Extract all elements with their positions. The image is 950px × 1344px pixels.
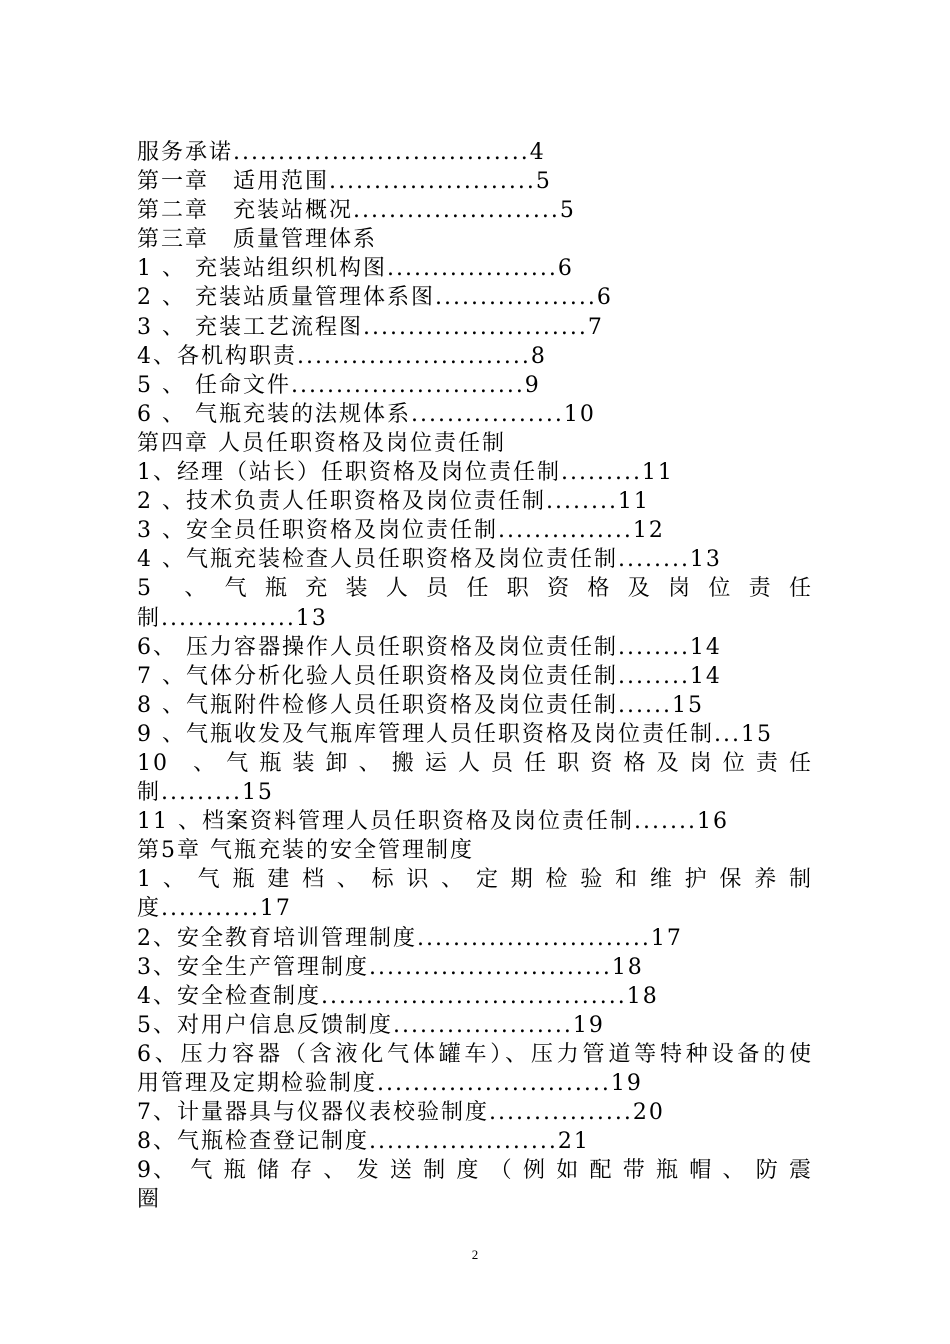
toc-entry: 2、安全教育培训管理制度..........................17: [137, 925, 683, 951]
toc-entry: 度...........17: [137, 896, 292, 922]
toc-entry: 第5章 气瓶充装的安全管理制度: [137, 838, 474, 864]
toc-entry: 6、 压力容器操作人员任职资格及岗位责任制........14: [137, 634, 722, 660]
toc-entry: 1 、 气 瓶 建 档 、 标 识 、 定 期 检 验 和 维 护 保 养 制: [137, 867, 813, 893]
toc-entry: 4、安全检查制度..................................18: [137, 983, 659, 1009]
toc-entry: 第二章 充装站概况.......................5: [137, 198, 576, 224]
toc-entry: 8 、气瓶附件检修人员任职资格及岗位责任制......15: [137, 692, 704, 718]
toc-entry: 2 、技术负责人任职资格及岗位责任制........11: [137, 489, 650, 515]
toc-entry: 3 、安全员任职资格及岗位责任制...............12: [137, 518, 665, 544]
toc-entry: 服务承诺.................................4: [137, 140, 546, 165]
toc-entry: 3 、 充装工艺流程图.........................7: [137, 314, 604, 340]
toc-entry: 制...............13: [137, 605, 328, 631]
toc-entry: 第三章 质量管理体系: [137, 227, 378, 253]
toc-entry: 5 、 气 瓶 充 装 人 员 任 职 资 格 及 岗 位 责 任: [137, 576, 813, 602]
toc-entry: 9、 气 瓶 储 存 、 发 送 制 度 （ 例 如 配 带 瓶 帽 、 防 震 圈: [137, 1158, 813, 1213]
toc-entry: 10 、 气 瓶 装 卸 、 搬 运 人 员 任 职 资 格 及 岗 位 责 任: [137, 750, 813, 776]
toc-entry: 7、计量器具与仪器仪表校验制度................20: [137, 1100, 665, 1126]
toc-entry: 5 、 任命文件..........................9: [137, 372, 541, 398]
page-number: 2: [471, 1247, 479, 1262]
toc-entry: 2 、 充装站质量管理体系图..................6: [137, 285, 613, 311]
toc-entry: 1、经理（站长）任职资格及岗位责任制.........11: [137, 460, 674, 486]
toc-entry: 3、安全生产管理制度...........................18: [137, 954, 644, 980]
toc-entry: 1 、 充装站组织机构图...................6: [137, 256, 574, 282]
toc-entry: 用管理及定期检验制度..........................19: [137, 1071, 643, 1096]
toc-entry: 11 、档案资料管理人员任职资格及岗位责任制.......16: [137, 809, 729, 835]
toc-entry: 7 、气体分析化验人员任职资格及岗位责任制........14: [137, 663, 722, 689]
toc-entry: 4、各机构职责..........................8: [137, 343, 547, 369]
toc-entry: 5、对用户信息反馈制度....................19: [137, 1012, 605, 1038]
toc-entry: 6、压力容器（含液化气体罐车）、压力管道等特种设备的使: [137, 1041, 813, 1067]
toc-entry: 第四章 人员任职资格及岗位责任制: [137, 430, 506, 456]
toc-entry: 4 、气瓶充装检查人员任职资格及岗位责任制........13: [137, 547, 722, 573]
toc-entry: 第一章 适用范围.......................5: [137, 169, 552, 195]
toc-entry: 制.........15: [137, 780, 274, 806]
toc-entry: 8、气瓶检查登记制度.....................21: [137, 1129, 590, 1155]
toc-entry: 9 、气瓶收发及气瓶库管理人员任职资格及岗位责任制...15: [137, 721, 773, 747]
table-of-contents: [137, 138, 813, 1213]
toc-entry: 6 、 气瓶充装的法规体系.................10: [137, 401, 596, 427]
